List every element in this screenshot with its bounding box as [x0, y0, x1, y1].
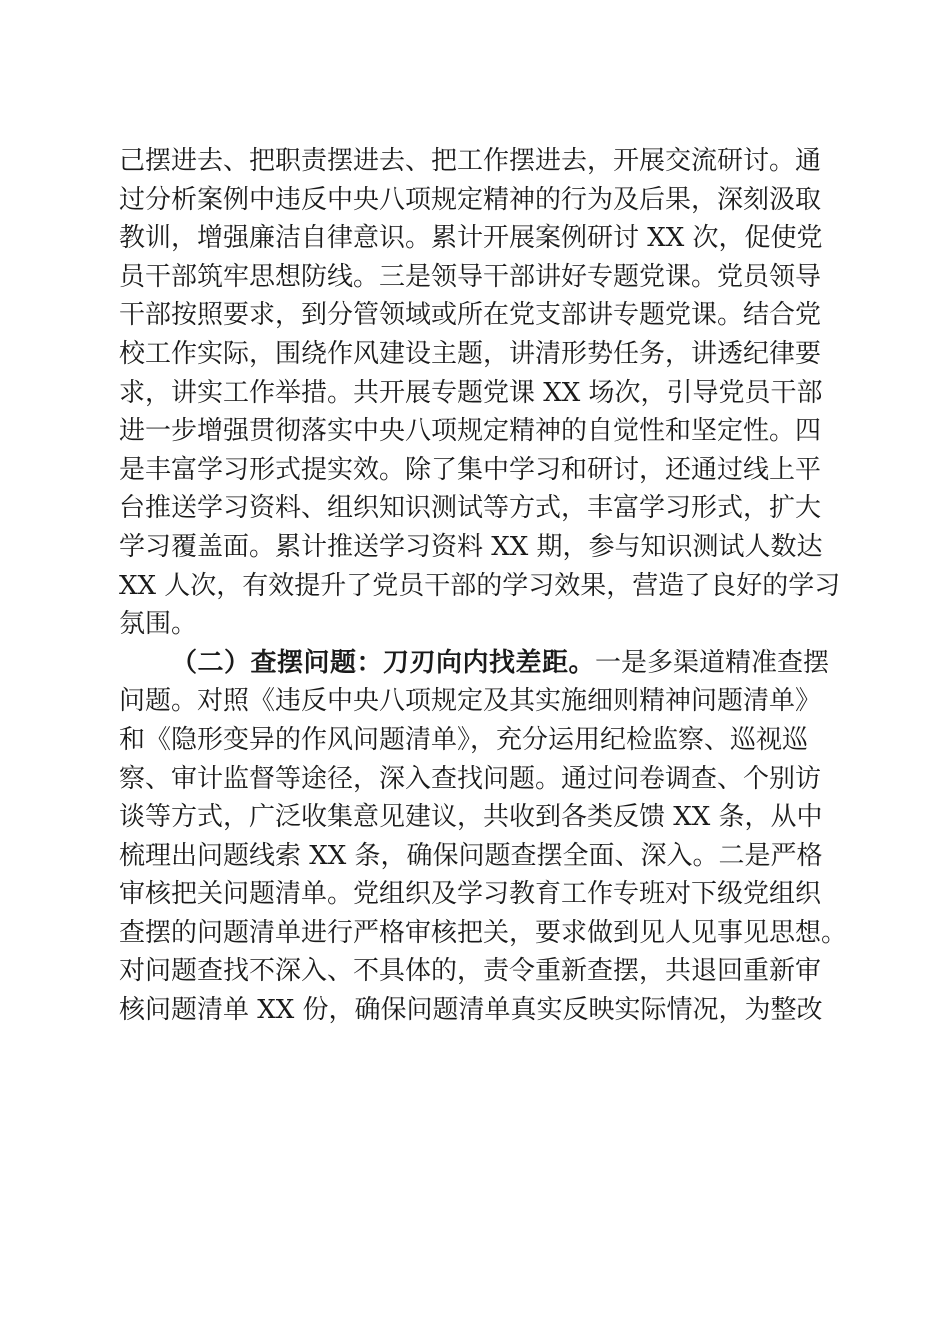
paragraph-line: 校工作实际，围绕作风建设主题，讲清形势任务，讲透纪律要: [119, 338, 822, 369]
paragraph-line: 是丰富学习形式提实效。除了集中学习和研讨，还通过线上平: [119, 454, 822, 485]
paragraph-first-line: [119, 644, 859, 683]
paragraph-line: 教训，增强廉洁自律意识。累计开展案例研讨 XX 次，促使党: [119, 223, 823, 254]
paragraph-text: 一是多渠道精准查摆: [595, 647, 830, 678]
paragraph-line: 审核把关问题清单。党组织及学习教育工作专班对下级党组织: [119, 879, 822, 910]
paragraph-line: 进一步增强贯彻落实中央八项规定精神的自觉性和坚定性。四: [119, 416, 822, 447]
paragraph-1: [119, 142, 859, 644]
paragraph-line: 己摆进去、把职责摆进去、把工作摆进去，开展交流研讨。通: [119, 146, 822, 176]
paragraph-line: 核问题清单 XX 份，确保问题清单真实反映实际情况，为整改: [119, 995, 823, 1026]
section-heading: （二）查摆问题：刀刃向内找差距。: [171, 647, 596, 678]
paragraph-line: 学习覆盖面。累计推送学习资料 XX 期，参与知识测试人数达: [119, 531, 823, 562]
paragraph-line: 问题。对照《违反中央八项规定及其实施细则精神问题清单》: [119, 686, 822, 717]
paragraph-2: [119, 644, 859, 1030]
paragraph-line: 谈等方式，广泛收集意见建议，共收到各类反馈 XX 条，从中: [119, 802, 823, 833]
paragraph-line: 员干部筑牢思想防线。三是领导干部讲好专题党课。党员领导: [119, 261, 822, 292]
paragraph-line: 过分析案例中违反中央八项规定精神的行为及后果，深刻汲取: [119, 184, 822, 215]
paragraph-line: XX 人次，有效提升了党员干部的学习效果，营造了良好的学习: [119, 570, 841, 601]
paragraph-line: 干部按照要求，到分管领域或所在党支部讲专题党课。结合党: [119, 300, 822, 331]
paragraph-line: 察、审计监督等途径，深入查找问题。通过问卷调查、个别访: [119, 763, 822, 794]
paragraph-line: 氛围。: [119, 609, 198, 640]
paragraph-line: 和《隐形变异的作风问题清单》，充分运用纪检监察、巡视巡: [119, 724, 809, 755]
paragraph-line: 求，讲实工作举措。共开展专题党课 XX 场次，引导党员干部: [119, 377, 823, 408]
paragraph-line: 查摆的问题清单进行严格审核把关，要求做到见人见事见思想。: [119, 917, 848, 948]
paragraph-line: 对问题查找不深入、不具体的，责令重新查摆，共退回重新审: [119, 956, 822, 987]
paragraph-line: 台推送学习资料、组织知识测试等方式，丰富学习形式，扩大: [119, 493, 822, 524]
document-body: [119, 142, 859, 1030]
paragraph-line: 梳理出问题线索 XX 条，确保问题查摆全面、深入。二是严格: [119, 840, 823, 871]
